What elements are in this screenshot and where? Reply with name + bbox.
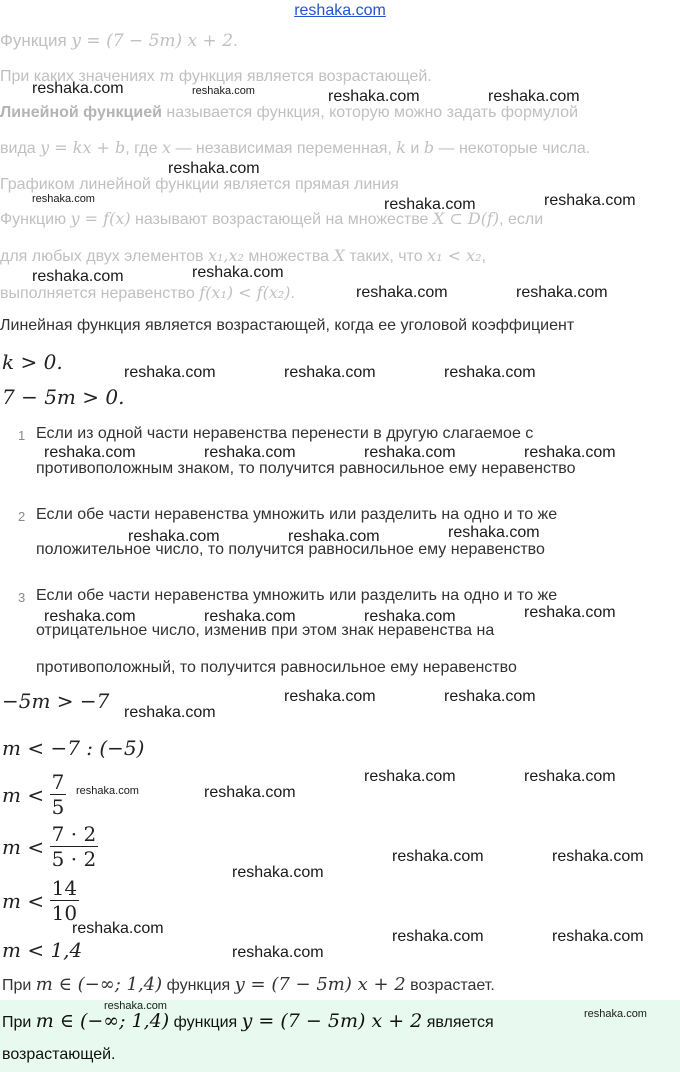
rule-text-line: отрицательное число, изменив при этом знак неравенства на [36, 622, 495, 639]
answer-box [0, 1000, 680, 1072]
answer-line-1: При m ∈ (−∞; 1,4) функция y = (7 − 5m) x + 2 является [2, 1010, 494, 1032]
watermark: reshaka.com [44, 608, 136, 625]
rule-number: 3 [18, 590, 26, 605]
watermark: reshaka.com [44, 444, 136, 461]
watermark: reshaka.com [544, 192, 636, 209]
watermark: reshaka.com [364, 444, 456, 461]
watermark: reshaka.com [328, 88, 420, 105]
increasing-def-line-3: выполняется неравенство f(x₁) < f(x₂). [0, 283, 295, 302]
watermark: reshaka.com [232, 864, 324, 881]
fraction: $\frac{7}{5}$ [51, 770, 65, 819]
watermark: reshaka.com [204, 784, 296, 801]
watermark: reshaka.com [356, 284, 448, 301]
watermark: reshaka.com [192, 85, 255, 97]
watermark: reshaka.com [204, 608, 296, 625]
step-3: m < $\frac{7}{5}$ [2, 770, 65, 819]
step-2: m < −7 : (−5) [2, 736, 145, 760]
watermark: reshaka.com [364, 608, 456, 625]
k-positive: k > 0. [2, 350, 63, 374]
watermark: reshaka.com [124, 704, 216, 721]
rule-text-line: Если из одной части неравенства перенести в другую слагаемое с [36, 425, 534, 442]
graph-line: Графиком линейной функции является прямая линия [0, 176, 399, 193]
watermark: reshaka.com [524, 768, 616, 785]
statement-line: Линейная функция является возрастающей, когда ее уголовой коэффициент [0, 317, 575, 334]
inequality-1: 7 − 5m > 0. [2, 385, 125, 409]
watermark: reshaka.com [204, 444, 296, 461]
step-1: −5m > −7 [2, 689, 110, 713]
watermark: reshaka.com [444, 688, 536, 705]
rule-text-line: противоположным знаком, то получится равносильное ему неравенство [36, 460, 576, 477]
watermark: reshaka.com [32, 193, 95, 205]
def-linear-line-2: вида y = kx + b, где x — независимая переменная, k и b — некоторые числа. [0, 138, 591, 157]
watermark: reshaka.com [392, 928, 484, 945]
rule-number: 1 [18, 428, 26, 443]
watermark: reshaka.com [552, 928, 644, 945]
rule-text-line: Если обе части неравенства умножить или разделить на одно и то же [36, 506, 558, 523]
watermark: reshaka.com [584, 1008, 647, 1020]
watermark: reshaka.com [392, 848, 484, 865]
watermark: reshaka.com [524, 444, 616, 461]
watermark: reshaka.com [232, 944, 324, 961]
watermark: reshaka.com [444, 364, 536, 381]
watermark: reshaka.com [552, 848, 644, 865]
watermark: reshaka.com [288, 528, 380, 545]
watermark: reshaka.com [128, 528, 220, 545]
watermark: reshaka.com [448, 524, 540, 541]
watermark: reshaka.com [192, 264, 284, 281]
site-link[interactable]: reshaka.com [294, 2, 386, 19]
increasing-def-line-2: для любых двух элементов x₁,x₂ множества X таких, что x₁ < x₂, [0, 246, 486, 265]
watermark: reshaka.com [76, 785, 139, 797]
step-5: m < $\frac{14}{10}$ [2, 876, 78, 925]
step-6: m < 1,4 [2, 938, 83, 962]
watermark: reshaka.com [364, 768, 456, 785]
fraction: $\frac{7 \cdot 2}{5 \cdot 2}$ [51, 822, 97, 871]
watermark: reshaka.com [104, 1000, 167, 1012]
def-linear-line-1: Линейной функцией называется функция, которую можно задать формулой [0, 104, 579, 121]
watermark: reshaka.com [284, 364, 376, 381]
watermark: reshaka.com [32, 80, 124, 97]
watermark: reshaka.com [72, 920, 164, 937]
rule-text-line: Если обе части неравенства умножить или разделить на одно и то же [36, 587, 558, 604]
watermark: reshaka.com [284, 688, 376, 705]
answer-line-2: возрастающей. [2, 1046, 116, 1063]
watermark: reshaka.com [384, 196, 476, 213]
watermark: reshaka.com [168, 160, 260, 177]
question-line: При каких значениях m функция является возрастающей. [0, 66, 432, 85]
rule-text-line: противоположный, то получится равносильное ему неравенство [36, 659, 517, 676]
task-line: Функция y = (7 − 5m) x + 2. [0, 31, 238, 51]
step-4: m < $\frac{7 \cdot 2}{5 \cdot 2}$ [2, 822, 97, 871]
watermark: reshaka.com [524, 604, 616, 621]
watermark: reshaka.com [488, 88, 580, 105]
fraction: $\frac{14}{10}$ [51, 876, 78, 925]
watermark: reshaka.com [124, 364, 216, 381]
watermark: reshaka.com [516, 284, 608, 301]
conclusion-line: При m ∈ (−∞; 1,4) функция y = (7 − 5m) x + 2 возрастает. [2, 974, 495, 995]
rule-number: 2 [18, 509, 26, 524]
watermark: reshaka.com [32, 268, 124, 285]
rule-text-line: положительное число, то получится равносильное ему неравенство [36, 541, 545, 558]
increasing-def-line-1: Функцию y = f(x) называют возрастающей на множестве X ⊂ D(f), если [0, 209, 544, 228]
